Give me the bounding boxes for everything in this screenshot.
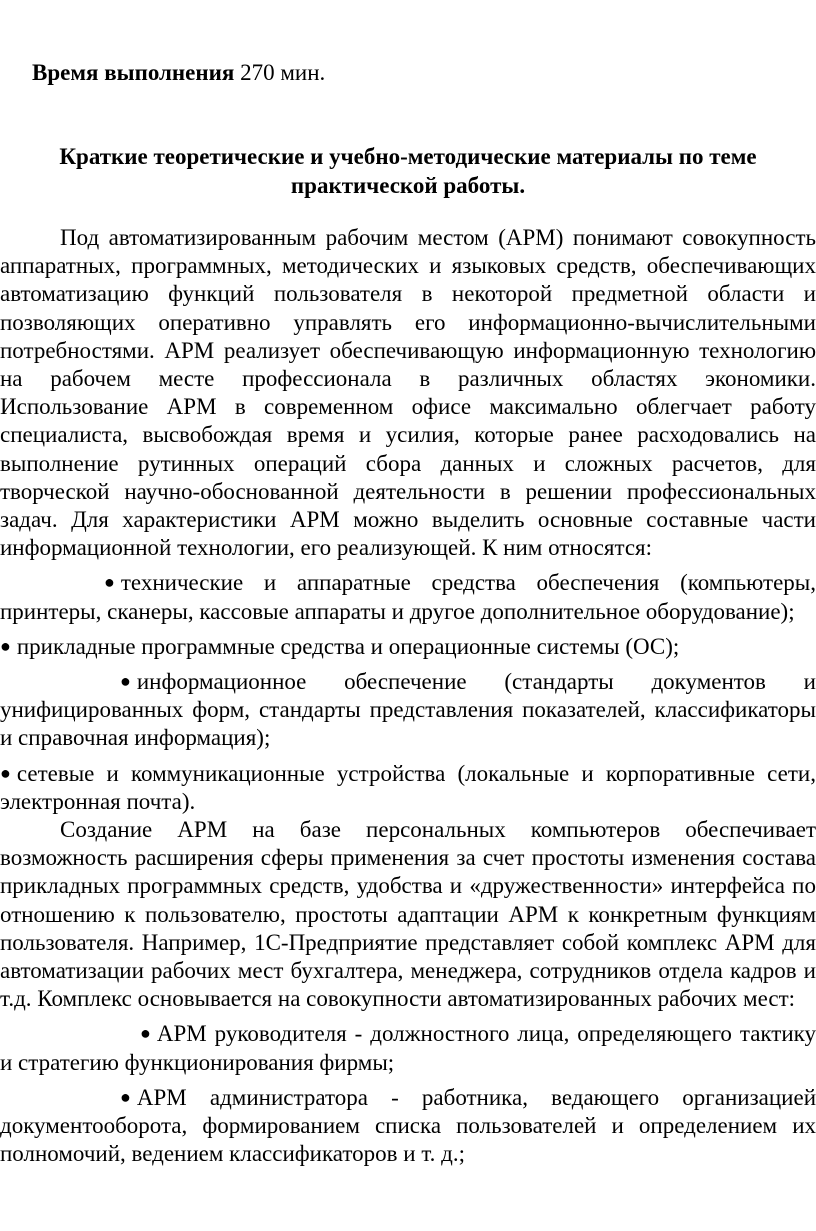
section-heading-line2: практической работы. bbox=[290, 173, 526, 198]
bullet-icon: ● bbox=[140, 1023, 151, 1044]
list-item: ● АРМ администратора - работника, ведающего организацией документооборота, формированием списка пользователей и определением их полномочий, ведением классификаторов и т. д.; bbox=[0, 1084, 816, 1167]
execution-time-value: 270 мин. bbox=[240, 60, 326, 85]
bullet-icon: ● bbox=[104, 572, 115, 593]
list-item: ● АРМ руководителя - должностного лица, определяющего тактику и стратегию функционирования фирмы; bbox=[0, 1021, 816, 1075]
bullet-icon: ● bbox=[120, 1086, 131, 1107]
list-item: ● сетевые и коммуникационные устройства (локальные и корпоративные сети, электронная почта). bbox=[0, 760, 816, 814]
paragraph-arm-creation: Создание АРМ на базе персональных компьютеров обеспечивает возможность расширения сферы применения за счет простоты изменения состава прикладных программных средств, удобства и «дружественности» интерфейса по отношению к пользователю, простоты адаптации АРМ к конкретным функциям пользователя. Например, 1С-Предприятие представляет собой комплекс АРМ для автоматизации рабочих мест бухгалтера, менеджера, сотрудников отдела кадров и т.д. Комплекс основывается на совокупности автоматизированных рабочих мест: bbox=[0, 817, 816, 1012]
section-heading bbox=[0, 142, 816, 200]
list-item: ● прикладные программные средства и операционные системы (ОС); bbox=[0, 633, 680, 659]
bullet-icon: ● bbox=[0, 762, 11, 783]
execution-time-label: Время выполнения bbox=[32, 60, 235, 85]
bullet-icon: ● bbox=[120, 671, 131, 692]
body-text bbox=[0, 224, 816, 1169]
list-item: ● технические и аппаратные средства обеспечения (компьютеры, принтеры, сканеры, кассовые аппараты и другое дополнительное оборудование); bbox=[0, 570, 816, 624]
section-heading-line1: Краткие теоретические и учебно-методические материалы по теме bbox=[59, 144, 757, 169]
bullet-icon: ● bbox=[0, 635, 11, 656]
list-item: ● информационное обеспечение (стандарты документов и унифицированных форм, стандарты представления показателей, классификаторы и справочная информация); bbox=[0, 669, 816, 751]
execution-time bbox=[32, 58, 325, 88]
paragraph-arm-definition: Под автоматизированным рабочим местом (АРМ) понимают совокупность аппаратных, программных, методических и языковых средств, обеспечивающих автоматизацию функций пользователя в некоторой предметной области и позволяющих оперативно управлять его информационно-вычислительными потребностями. АРМ реализует обеспечивающую информационную технологию на рабочем месте профессионала в различных областях экономики. Использование АРМ в современном офисе максимально облегчает работу специалиста, высвобождая время и усилия, которые ранее расходовались на выполнение рутинных операций сбора данных и сложных расчетов, для творческой научно-обоснованной деятельности в решении профессиональных задач. Для характеристики АРМ можно выделить основные составные части информационной технологии, его реализующей. К ним относятся: bbox=[0, 225, 816, 561]
